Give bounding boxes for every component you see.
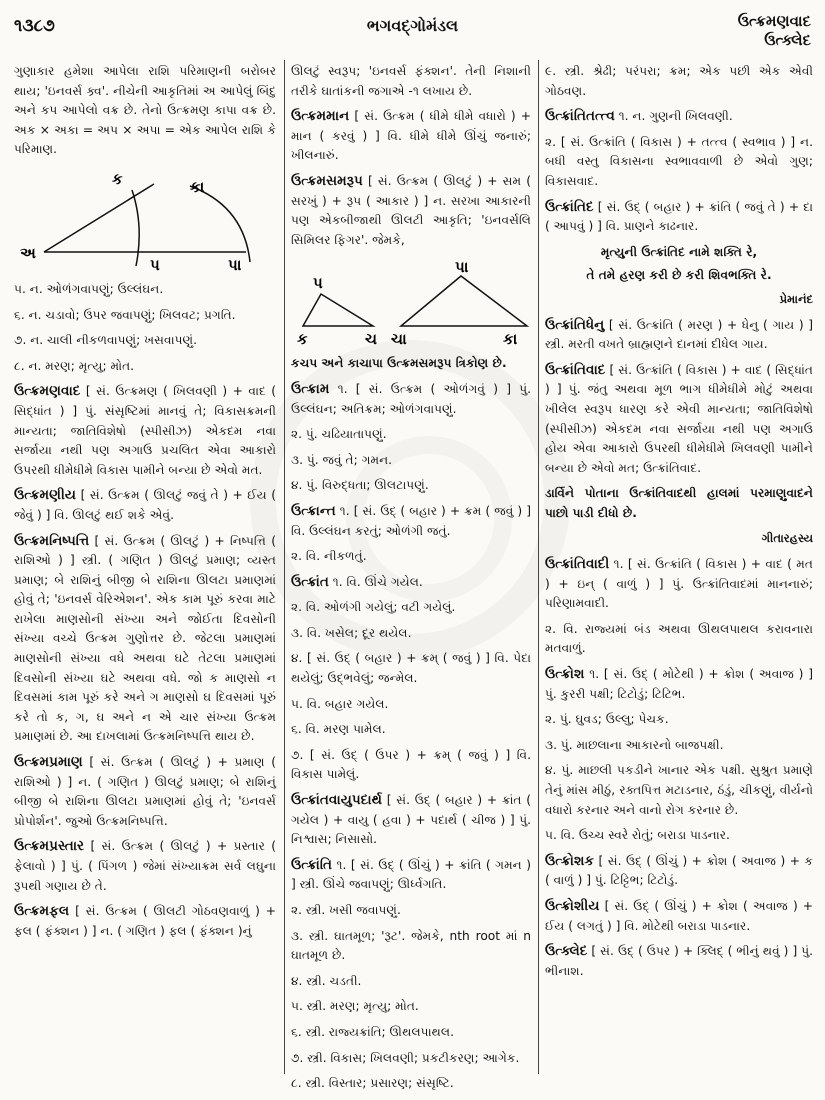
headword: ઉત્ક્રાંતિ xyxy=(291,856,332,873)
headword: ઉત્ક્રાન્ત xyxy=(291,502,336,519)
quotation-line: તે તમે હરણ કરી છે કરી શિવભક્તિ રે. xyxy=(586,268,772,283)
sense: ૪. પું. માછલી પકડીને ખાનાર એક પક્ષી. સુશ્રુત પ્રમાણે તેનું માંસ મીઠું, રક્તપિત્ત મટાડનાર, ઠંડું, ચીકણું, વીર્યનો વધારો કરનાર અને વાનો રોગ કરનાર છે. xyxy=(545,763,813,817)
entry-text: ૧. [ સં. ઉત્ક્રમ ( ઓળંગવું ) ] પું. ઉલ્લંઘન; અતિક્રમ; ઓળંગવાપણું. xyxy=(291,381,531,416)
entry-text: [ સં. ઉત્ક્રમ ( ઊલટું ) + નિષ્પત્તિ ( રાશિઓ ) ] સ્ત્રી. ( ગણિત ) ઊલટું પ્રમાણ; વ્યસ્ત પ્રમાણ; બે રાશિનું બીજી બે રાશિના ઊલટા પ્રમાણમાં હોવું તે; 'ઇનવર્સ વેરિએશન'. એક કામ પૂરું કરવા માટે રાખેલા માણસોની સંખ્યા અને જોઈતા દિવસોની સંખ્યા વચ્ચે ઉત્ક્રમ ગુણોત્તર છે. જેટલા પ્રમાણમાં માણસોની સંખ્યા વધે અથવા ઘટે તેટલા પ્રમાણમાં દિવસોની સંખ્યા ઘટે અથવા વધે. જો ક માણસો ન દિવસમાં કામ પૂરું કરે અને ગ માણસો ઘ દિવસમાં પૂરું કરે તો ક, ગ, ઘ અને ન એ ચાર સંખ્યા ઉત્ક્રમ પ્રમાણમાં છે. આ દાખલામાં ઉત્ક્રમનિષ્પત્તિ થાય છે. xyxy=(14,533,276,744)
headword: ઉત્ક્રાંતિવાદી xyxy=(545,556,610,573)
dictionary-entry xyxy=(14,753,276,831)
sense: ૩. પું. માછલાના આકારનો બાજપક્ષી. xyxy=(545,737,724,752)
guide-word-last: ઉત્ક્લેદ xyxy=(764,31,811,49)
sense: ૨. પું. ઘુવડ; ઉલ્લુ; પેચક. xyxy=(545,712,669,727)
headword: ઉત્ક્રમપ્રમાણ xyxy=(14,754,83,771)
sense: ૪. પું. વિરુદ્ધતા; ઊલટાપણું. xyxy=(291,478,429,493)
dictionary-entry xyxy=(14,902,276,941)
sense: ૪. સ્ત્રી. ચડતી. xyxy=(291,973,362,988)
headword: ઉત્ક્લેદ xyxy=(545,943,588,960)
sense: ૭. સ્ત્રી. વિકાસ; ખિલવણી; પ્રકટીકરણ; આગેક. xyxy=(291,1050,520,1065)
sense: ૩. પું. જવું તે; ગમન. xyxy=(291,452,393,467)
entry-text: ૧. [ સં. ઉદ્ ( મોટેથી ) + ક્રોશ ( અવાજ ) ] પું. કુરરી પક્ષી; ટિટોડું; ટિટિભ. xyxy=(545,667,813,701)
sense-6: ૬. ન. ચડાવો; ઉપર જવાપણું; ખિલવટ; પ્રગતિ. xyxy=(14,307,236,322)
entry-text: [ સં. ઉદ્ ( ઊંચું ) + ક્રોશ ( અવાજ ) + ઈય ( લગતું ) ] વિ. મોટેથી બરાડા પાડનાર. xyxy=(545,898,814,933)
headword: ઉત્ક્રમપ્રસ્તાર xyxy=(14,838,85,855)
dictionary-entry xyxy=(291,791,531,850)
sense: ૬. સ્ત્રી. રાજ્યક્રાંતિ; ઊથલપાથલ. xyxy=(291,1024,454,1039)
sense-8: ૮. ન. મરણ; મૃત્યુ; મોત. xyxy=(14,358,135,373)
quotation-line: ડાર્વિને પોતાના ઉત્ક્રાંતિવાદથી હાલમાં પરમાણુવાદને પાછો પાડી દીધો છે. xyxy=(545,486,813,520)
sense: ૫. સ્ત્રી. મરણ; મૃત્યુ; મોત. xyxy=(291,999,419,1014)
sense: ૨. [ સં. ઉત્ક્રાંતિ ( વિકાસ ) + તત્ત્વ ( સ્વભાવ ) ] ન. બધી વસ્તુ વિકાસના સ્વભાવવાળી છે એવો ગુણ; વિકાસવાદ. xyxy=(545,134,813,188)
entry-text: ૧. [ સં. ઉદ્ ( બહાર ) + ક્રમ ( જવું ) ] વિ. ઉલ્લંઘન કરતું; ઓળંગી જતું. xyxy=(291,503,532,538)
sense: ૮. સ્ત્રી. વિસ્તાર; પ્રસારણ; સંસૃષ્ટિ. xyxy=(291,1076,454,1091)
dictionary-entry xyxy=(291,573,531,593)
fig-label-chaa: ચા xyxy=(391,330,407,349)
headword: ઉત્ક્રમફલ xyxy=(14,903,70,920)
entry-text: ૧. ન. ગુણની ખિલવણી. xyxy=(618,109,733,124)
page-header xyxy=(0,10,825,49)
headword: ઉત્ક્રાંતિવાદ xyxy=(545,361,606,378)
page-number: ૧૩૮૭ xyxy=(14,16,55,36)
entry-text: [ સં. ઉત્ક્રાંતિ ( વિકાસ ) + વાદ ( સિદ્ધાંત ) ] પું. જંતુ અથવા મૂળ ભાગ ધીમેધીમે મોટું અથવા ખીલેલ સ્વરૂપ ધારણ કરે એવી માન્યતા; જાતિવિશેષો (સ્પીસીઝ) એકદમ નવા સર્જાયા નથી પણ અગાઉ હોય એવા આકારો ઉપરથી ધીમેધીમે ખિલવણી પામીને બન્યા છે એવો મત; ઉત્ક્રાંતિવાદ. xyxy=(545,362,813,475)
quotation-source: પ્રેમાનંદ xyxy=(779,291,813,306)
fig-label-kaa: કા xyxy=(190,177,205,196)
dictionary-entry xyxy=(545,361,813,479)
continued-paragraph: ઊલટું સ્વરૂપ; 'ઇનવર્સ ફંક્શન'. તેની નિશાની તરીકે ઘાતાંકની જગાએ -૧ લખાય છે. xyxy=(291,64,531,98)
dictionary-entry xyxy=(14,837,276,896)
quotation-source: ગીતારહસ્ય xyxy=(761,531,813,546)
fig-label-cha: ચ xyxy=(365,330,378,349)
sense: ૨. સ્ત્રી. ખસી જવાપણું. xyxy=(291,903,401,917)
headword: ઉત્ક્રાંતિધેનુ xyxy=(545,316,605,333)
sense: ૨. પું. ચઢિયાતાપણું. xyxy=(291,427,387,442)
dictionary-entry xyxy=(545,852,813,891)
dictionary-entry xyxy=(545,665,813,704)
entry-text: ૧. વિ. ઊંચે ગયેલ. xyxy=(332,574,423,589)
entry-text: [ સં. ઉત્ક્રાંતિ ( મરણ ) + ધેનુ ( ગાય ) ] સ્ત્રી. મરતી વખતે બ્રાહ્મણને દાનમાં દીધેલ ગાય. xyxy=(545,317,814,352)
headword: ઉત્ક્રમનિષ્પત્તિ xyxy=(14,532,90,549)
sense: ૩. સ્ત્રી. ઘાતમૂળ; 'રૂટ'. જેમકે, nth root માં n ઘાતમૂળ છે. xyxy=(291,928,531,963)
fig-label-ka: ક xyxy=(297,330,308,349)
dictionary-entry xyxy=(291,380,531,419)
headword: ઉત્ક્રોશક xyxy=(545,852,595,869)
sense: ૩. વિ. ખસેલ; દૂર થયેલ. xyxy=(291,625,412,640)
column-rule-1 xyxy=(284,60,285,1074)
sense-5: ૫. ન. ઓળંગવાપણું; ઉલ્લંઘન. xyxy=(14,281,164,296)
dictionary-entry xyxy=(545,316,813,355)
sense: ૨. વિ. રાજ્યમાં બંડ અથવા ઊથલપાથલ કરાવનારા મતવાળું. xyxy=(545,621,813,656)
dictionary-entry xyxy=(291,502,531,541)
headword: ઉત્ક્રોશીય xyxy=(545,897,600,914)
sense: ૨. વિ. ઓળંગી ગયેલું; વટી ગયેલું. xyxy=(291,600,456,615)
column-2 xyxy=(291,62,531,1100)
fig-label-pa: પ xyxy=(313,274,323,293)
entry-text: ૧. [ સં. ઉત્ક્રાંતિ ( વિકાસ ) + વાદ ( મત ) + ઇન્ ( વાળું ) ] પું. ઉત્ક્રાંતિવાદમાં માનનારું; પરિણામવાદી. xyxy=(545,557,813,611)
guide-words xyxy=(738,12,811,50)
headword: ઉત્ક્રાંતિદ xyxy=(545,198,594,215)
column-1 xyxy=(14,62,276,947)
dictionary-entry xyxy=(14,382,276,480)
page-title: ભગવદ્ગોમંડલ xyxy=(366,16,459,35)
headword: ઉત્ક્રમસમરૂપ xyxy=(291,172,363,189)
fig-label-kaa: કા xyxy=(503,330,518,349)
dictionary-entry xyxy=(545,107,813,127)
dictionary-entry xyxy=(291,107,531,166)
headword: ઉત્ક્રમણવાદ xyxy=(14,383,81,400)
dictionary-entry xyxy=(545,897,813,936)
entry-text: [ સં. ઉત્ક્રમ ( ઊલટું ) + સમ ( સરખું ) + રૂપ ( આકાર ) ] ન. સરખા આકારની પણ એકબીજાથી ઊલટી આકૃતિ; 'ઇનવર્સલિ સિમિલર ફિગર'. જેમકે, xyxy=(291,173,532,247)
dictionary-entry xyxy=(545,555,813,614)
dictionary-entry xyxy=(545,198,813,237)
quotation-line: મૃત્યુની ઉત્ક્રાંતિદ નામે શક્તિ રે, xyxy=(600,244,758,259)
entry-text: [ સં. ઉત્ક્રમ ( ઊલટું ) + પ્રસ્તાર ( ફેલાવો ) ] પું. ( પિંગળ ) જેમાં સંખ્યાક્રમ સર્વ લઘુના રૂપથી ગણાય છે તે. xyxy=(14,839,276,893)
entry-text: [ સં. ઉત્ક્રમણ ( ખિલવણી ) + વાદ ( સિદ્ધાંત ) ] પું. સંસૃષ્ટિમાં માનવું તે; વિકાસક્રમની માન્યતા; જાતિવિશેષો (સ્પીસીઝ) એકદમ નવા સર્જાયા નથી પણ અગાઉ પ્રચલિત એવા આકારો ઉપરથી ધીમેધીમે વિકાસ પામીને બન્યા છે એવો મત. xyxy=(14,384,277,477)
column-rule-2 xyxy=(538,60,539,1074)
sense-7: ૭. ન. ચાલી નીકળવાપણું; ખસવાપણું. xyxy=(14,333,198,348)
entry-text: [ સં. ઉદ્ ( બહાર ) + ક્રાંત ( ગયેલ ) + વાયુ ( હવા ) + પદાર્થ ( ચીજ ) ] પું. નિશ્વાસ; નિસાસો. xyxy=(291,793,532,847)
sense: ૫. વિ. ઉચ્ચ સ્વરે રોતું; બરાડા પાડનાર. xyxy=(545,828,730,843)
dictionary-entry xyxy=(291,856,531,895)
continued-paragraph: ૯. સ્ત્રી. શ્રેઢી; પરંપરા; ક્રમ; એક પછી એક એવી ગોઠવણ. xyxy=(545,64,813,98)
inverse-curve-figure xyxy=(14,166,276,274)
continued-paragraph: ગુણાકાર હમેશા આપેલા રાશિ પરિમાણની બરોબર થાય; 'ઇનવર્સ ક્ર્વ'. નીચેની આકૃતિમાં અ આપેલું બિંદુ અને કપ આપેલો વક્ર છે. તેનો ઉત્ક્રમણ કાપા વક્ર છે. અક × અકા = અપ × અપા = એક આપેલ રાશિ કે પરિમાણ. xyxy=(14,64,276,157)
inverse-similar-triangles-figure xyxy=(291,256,531,348)
sense: ૬. વિ. મરણ પામેલ. xyxy=(291,722,386,737)
dictionary-entry xyxy=(291,172,531,250)
figure-caption: કચપ અને કાચાપા ઉત્ક્રમસમરૂપ ત્રિકોણ છે. xyxy=(291,356,507,371)
guide-word-first: ઉત્ક્રમણવાદ xyxy=(737,12,811,30)
headword: ઉત્ક્રમણીય xyxy=(14,487,77,504)
headword: ઉત્ક્રમમાન xyxy=(291,108,350,125)
column-3 xyxy=(545,62,813,987)
entry-text: [ સં. ઉત્ક્રમ ( ઊલટું જવું તે ) + ઈય ( જેવું ) ] વિ. ઊલટું થઈ શકે એવું. xyxy=(14,488,276,522)
fig-label-pa: પ xyxy=(150,255,160,274)
sense: ૪. [ સં. ઉદ્ ( બહાર ) + ક્રમ્ ( જવું ) ] વિ. પેદા થયેલું; ઉદ્ભવેલું; જન્મેલ. xyxy=(291,651,531,686)
entry-text: [ સં. ઉત્ક્રમ ( ઊલટું ) + પ્રમાણ ( રાશિઓ ) ] ન. ( ગણિત ) ઊલટું પ્રમાણ; બે રાશિનું બીજી બે રાશિના ઊલટા પ્રમાણમાં હોવું તે; 'ઇનવર્સ પ્રોપોર્શન'. જુઓ ઉત્ક્રમનિષ્પત્તિ. xyxy=(14,755,276,828)
entry-text: [ સં. ઉત્ક્રમ ( ઊલટી ગોઠવણવાળું ) + ફલ ( ફંક્શન ) ] ન. ( ગણિત ) ફલ ( ફંક્શન )નું xyxy=(14,904,277,938)
headword: ઉત્ક્રાંતિતત્ત્વ xyxy=(545,108,615,125)
entry-text: [ સં. ઉદ્ ( ઉપર ) + ક્લિદ્ ( ભીનું થવું ) ] પું. ભીનાશ. xyxy=(545,944,813,978)
headword: ઉત્ક્રાંત xyxy=(291,573,329,590)
entry-text: [ સં. ઉદ્ ( બહાર ) + ક્રાંતિ ( જવું તે ) + દા ( આપવું ) ] વિ. પ્રાણને કાઢનાર. xyxy=(545,199,814,234)
dictionary-entry xyxy=(14,532,276,748)
fig-label-paa: પા xyxy=(455,258,469,277)
dictionary-entry xyxy=(14,486,276,525)
headword: ઉત્ક્રાંતવાયુપદાર્થ xyxy=(291,792,383,809)
entry-text: ૧. [ સં. ઉદ્ ( ઊંચું ) + ક્રાંતિ ( ગમન ) ] સ્ત્રી. ઊંચે જવાપણું; ઊર્ધ્વગતિ. xyxy=(291,857,532,892)
dictionary-entry xyxy=(545,942,813,981)
sense: ૫. વિ. બહાર ગયેલ. xyxy=(291,696,389,711)
headword: ઉત્ક્રામ xyxy=(291,380,330,397)
entry-text: [ સં. ઉત્ક્રમ ( ધીમે ધીમે વધારો ) + માન ( કરવું ) ] વિ. ધીમે ધીમે ઊંચું જનારું; ખીલનારું. xyxy=(291,109,532,163)
fig-label-paa: પા xyxy=(228,255,242,274)
entry-text: [ સં. ઉદ્ ( ઊંચું ) + ક્રોશ ( અવાજ ) + ક ( વાળું ) ] પું. ટિટ્ટિભ; ટિટોડું. xyxy=(545,853,813,888)
sense: ૨. વિ. નીકળતું. xyxy=(291,549,367,564)
fig-label-ka: ક xyxy=(112,169,123,188)
sense: ૭. [ સં. ઉદ્ ( ઉપર ) + ક્રમ્ ( જવું ) ] વિ. વિકાસ પામેલું. xyxy=(291,747,531,782)
fig-label-a: અ xyxy=(20,243,36,262)
headword: ઉત્ક્રોશ xyxy=(545,666,585,683)
